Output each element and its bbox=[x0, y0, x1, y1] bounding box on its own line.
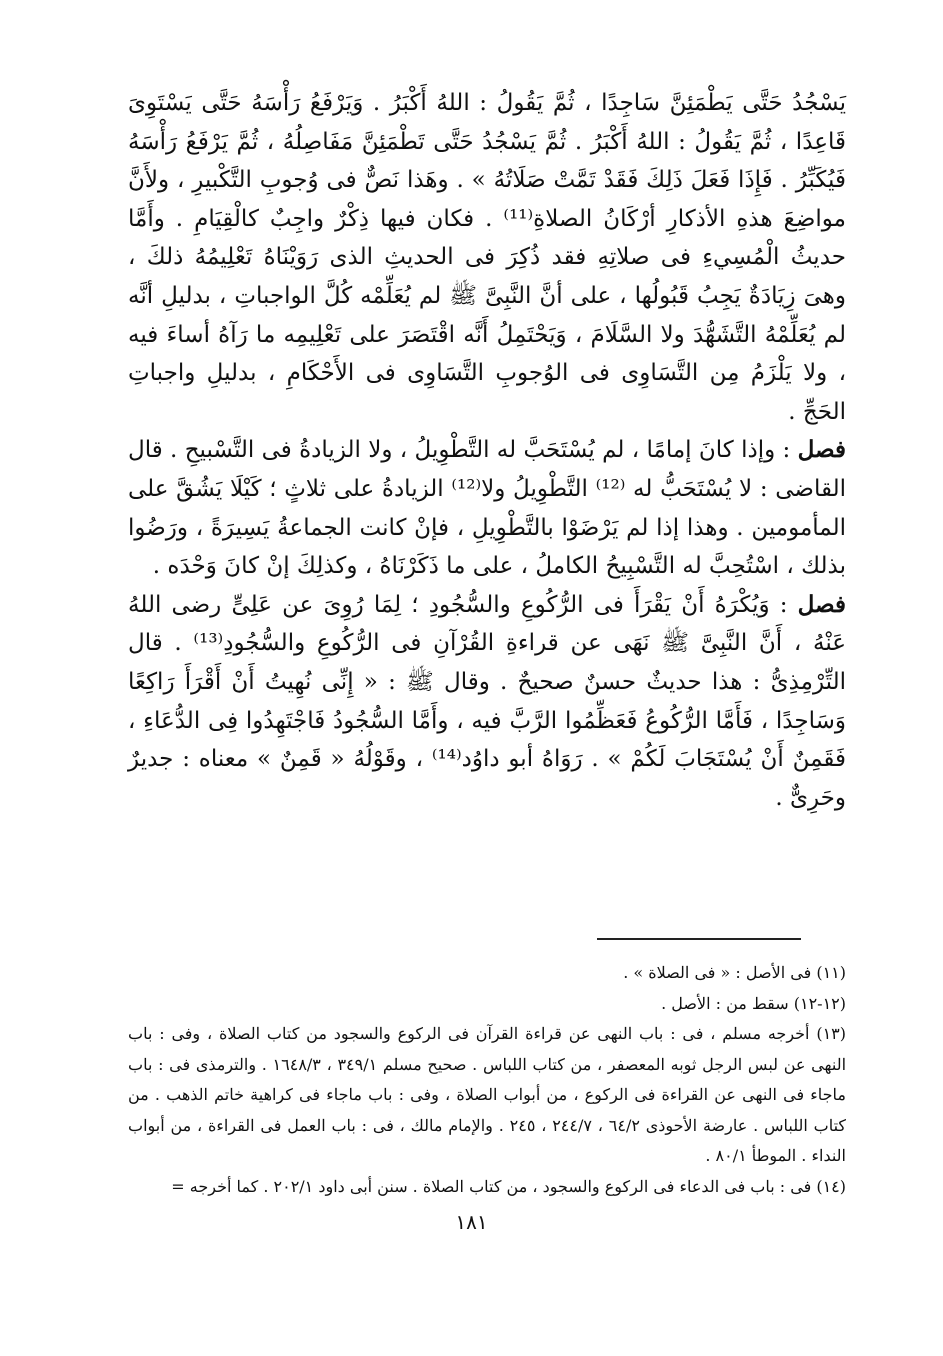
main-text bbox=[128, 84, 846, 817]
footnote-14: (١٤) فى : باب فى الدعاء فى الركوع والسجود ، من كتاب الصلاة . سنن أبى داود ٢٠٢/١ . كما أخرجه = bbox=[171, 1176, 846, 1196]
fasl-label: فصل bbox=[797, 436, 846, 464]
footnote-12: (١٢-١٢) سقط من : الأصل . bbox=[661, 993, 846, 1013]
paragraph-1 bbox=[128, 84, 846, 431]
paragraph-3 bbox=[128, 586, 846, 818]
footnote-divider bbox=[597, 938, 801, 940]
footnotes bbox=[128, 958, 846, 1202]
footnote-13: (١٣) أخرجه مسلم ، فى : باب النهى عن قراءة القرآن فى الركوع والسجود من كتاب الصلاة ، وفى : باب النهى عن لبس الرجل ثوبه المعصفر ، من كتاب اللباس . صحيح مسلم ٣٤٩/١ ، ١٦٤٨/٣ . والترمذى فى : باب ماجاء فى النهى عن القراءة فى الركوع ، من أبواب الصلاة ، وفى : باب ماجاء فى كراهية خاتم الذهب . من كتاب اللباس . عارضة الأحوذى ٦٤/٢ ، ٢٤٤/٧ ، ٢٤٥ . والإمام مالك ، فى : باب العمل فى القراءة ، من أبواب النداء . الموطأ ٨٠/١ . bbox=[128, 1024, 847, 1165]
paragraph-text: يَسْجُدُ حَتَّى يَطْمَئِنَّ سَاجِدًا ، ثُمَّ يَقُولُ : اللهُ أَكْبَرُ . وَيَرْفَعُ رَأْسَهُ حَتَّى يَسْتَوِىَ قَاعِدًا ، ثُمَّ يَقُولُ : اللهُ أَكْبَرُ . ثُمَّ يَسْجُدُ حَتَّى تَطْمَئِنَّ مَفَاصِلُهُ ، ثُمَّ يَرْفَعُ رَأْسَهُ فَيُكَبِّرُ . فَإِذَا فَعَلَ ذَلِكَ فَقَدْ تَمَّتْ صَلَاتُهُ » . وهَذا نَصٌّ فى وُجوبِ التَّكْبيرِ ، ولأَنَّ مواضِعَ هذهِ الأذكارِ أرْكَانُ الصلاةِ⁽¹¹⁾ . فكان فيها ذِكْرٌ واجِبٌ كالْقِيَامِ . وأَمَّا حديثُ الْمُسِيءِ فى صلاتِهِ فقد ذُكِرَ فى الحديثِ الذى رَوَيْنَاهُ تَعْلِيمُهُ ذلكَ ، وهىَ زِيَادَةٌ يَجِبُ قَبُولُها ، على أنَّ النَّبِىَّ ﷺ لم يُعَلِّمْه كُلَّ الواجباتِ ، بدليلِ أنَّه لم يُعَلِّمْهُ التَّشَهُّدَ ولا السَّلَامَ ، وَيَحْتَمِلُ أَنَّه اقْتَصَرَ على تَعْلِيمِه ما رَآهُ أساءَ فيه ، ولا يَلْزَمُ مِن التَّسَاوِى فى الوُجوبِ التَّسَاوِى فى الأَحْكَامِ ، بدليلِ واجباتِ الحَجِّ . bbox=[128, 90, 846, 425]
paragraph-text: : وإذا كانَ إمامًا ، لم يُسْتَحَبَّ له التَّطْوِيلُ ، ولا الزيادةُ فى التَّسْبيحِ . قال القاضى : لا يُسْتَحَبُّ له ⁽¹²⁾ التَّطْوِيلُ ولا⁽¹²⁾ الزيادةُ على ثلاثٍ ؛ كَيْلَا يَشُقَّ على المأمومين . وهذا إذا لم يَرْضَوْا بالتَّطْوِيلِ ، فإنْ كانت الجماعةُ يَسِيرَةً ، ورَضُوا بذلك ، اسْتُحِبَّ له التَّسْبِيحُ الكاملُ ، على ما ذَكَرْنَاهُ ، وكذلِكَ إنْ كانَ وَحْدَه . bbox=[128, 437, 846, 580]
footnote-11: (١١) فى الأصل : « فى الصلاة » . bbox=[623, 963, 846, 982]
paragraph-2 bbox=[128, 431, 846, 585]
paragraph-text: : وَيُكْرَهُ أَنْ يَقْرَأَ فى الرُّكُوعِ والسُّجُودِ ؛ لِمَا رُوِىَ عن عَلِىٍّ رضى اللهُ عَنْهُ ، أَنَّ النَّبِىَّ ﷺ نَهَى عن قراءةِ القُرْآنِ فى الرُّكُوعِ والسُّجُودِ⁽¹³⁾ . قال التِّرْمِذِىُّ : هذا حديثٌ حسنٌ صحيحٌ . وقال ﷺ : « إِنِّى نُهِيتُ أَنْ أَقْرَأَ رَاكِعًا وَسَاجِدًا ، فَأَمَّا الرُّكُوعُ فَعَظِّمُوا الرَّبَّ فيه ، وأَمَّا السُّجُودُ فَاجْتَهِدُوا فِى الدُّعَاءِ ، فَقَمِنٌ أَنْ يُسْتَجَابَ لَكُمْ » . رَوَاهُ أبو داوُد⁽¹⁴⁾ ، وقَوْلُهُ « قَمِنٌ » معناه : جديرٌ وحَرِىٌّ . bbox=[128, 591, 847, 811]
page-number: ١٨١ bbox=[455, 1210, 488, 1234]
fasl-label: فصل bbox=[797, 590, 846, 618]
